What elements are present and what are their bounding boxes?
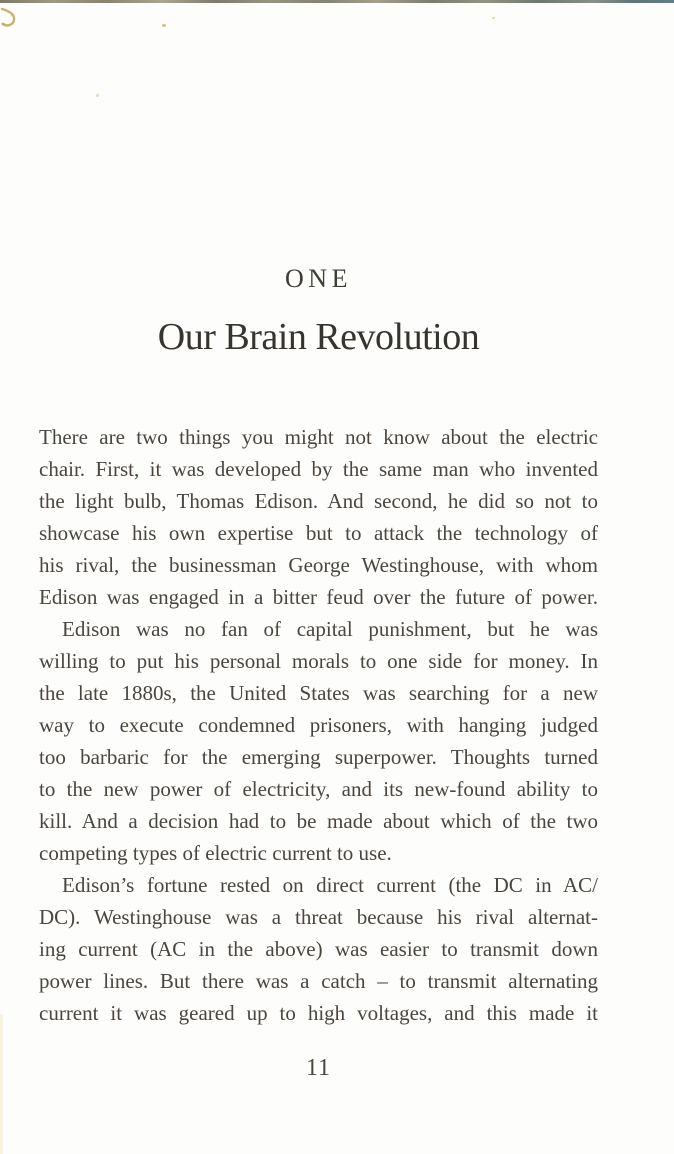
body-text: [39, 421, 598, 1029]
text-line: power lines. But there was a catch – to transmit alternating: [39, 969, 598, 993]
text-line: DC). Westinghouse was a threat because his rival alternat-: [39, 905, 598, 929]
paper-speck: [492, 17, 495, 19]
text-line: Edison was no fan of capital punishment, but he was: [62, 617, 598, 641]
text-line: showcase his own expertise but to attack the technology of: [39, 521, 598, 545]
text-line: willing to put his personal morals to one side for money. In: [39, 649, 598, 673]
text-line: chair. First, it was developed by the same man who invented: [39, 457, 598, 481]
chapter-title: Our Brain Revolution: [157, 316, 480, 358]
text-line: current it was geared up to high voltages, and this made it: [39, 1001, 598, 1025]
paper-speck: [96, 94, 99, 97]
text-line: ing current (AC in the above) was easier to transmit down: [39, 937, 598, 961]
text-line: the light bulb, Thomas Edison. And second, he did so not to: [39, 489, 598, 513]
text-line: competing types of electric current to use.: [39, 841, 392, 865]
corner-pen-mark-icon: [0, 4, 30, 49]
chapter-number: ONE: [285, 264, 352, 293]
text-line: Edison’s fortune rested on direct current (the DC in AC/: [62, 873, 598, 897]
paper-speck: [162, 24, 166, 27]
text-line: his rival, the businessman George Westinghouse, with whom: [39, 553, 598, 577]
text-line: Edison was engaged in a bitter feud over the future of power.: [39, 585, 598, 609]
text-line: There are two things you might not know about the electric: [39, 425, 598, 449]
page-number: 11: [305, 1055, 332, 1081]
text-line: too barbaric for the emerging superpower. Thoughts turned: [39, 745, 598, 769]
scan-left-tint-artifact: [0, 1014, 3, 1154]
text-line: the late 1880s, the United States was searching for a new: [39, 681, 598, 705]
text-line: to the new power of electricity, and its new-found ability to: [39, 777, 598, 801]
scan-edge-artifact: [0, 0, 674, 3]
text-line: way to execute condemned prisoners, with hanging judged: [39, 713, 598, 737]
text-line: kill. And a decision had to be made about which of the two: [39, 809, 598, 833]
